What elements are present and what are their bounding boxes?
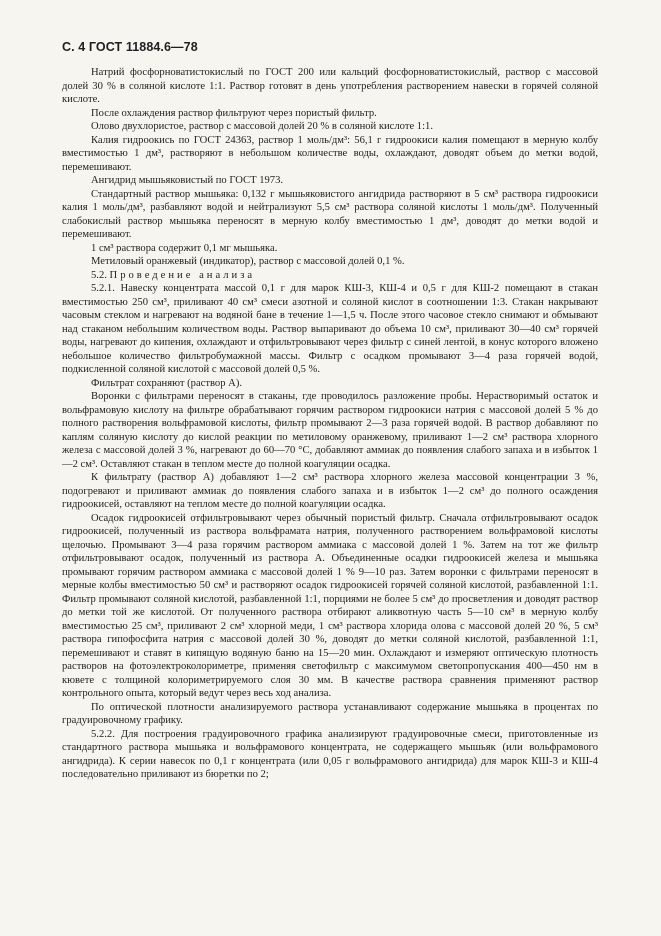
paragraph-tin-chloride: Олово двухлористое, раствор с массовой долей 20 % в соляной кислоте 1:1.	[91, 121, 433, 132]
document-body	[62, 66, 598, 782]
paragraph-funnels: Воронки с фильтрами переносят в стаканы, где проводилось разложение пробы. Нерастворимый остаток и вольфрамовую кислоту на фильтре обрабатывают горячим раствором гидроокиси натрия с массовой долей 5 % до полного растворения вольфрамовой кислоты, фильтр промывают 2—3 раза горячей водой. В раствор добавляют по каплям соляную кислоту до кислой реакции по метиловому оранжевому, приливают 1—2 см³ раствора хлорного железа с массовой долей 3 %, нагревают до 60—70 °С, добавляют аммиак до появления слабого запаха и в избыток 1—2 см³. Оставляют стакан в теплом месте до полной коагуляции осадка.	[62, 391, 598, 470]
paragraph-arsenic-content: 1 см³ раствора содержит 0,1 мг мышьяка.	[91, 242, 278, 254]
paragraph-5-2-2: 5.2.2. Для построения градуировочного графика анализируют градуировочные смеси, приготовленные из стандартного раствора мышьяка и вольфрамового концентрата, не содержащего мышьяк (или вольфрамового ангидрида). К серии навесок по 0,1 г концентрата (или 0,05 г вольфрамового ангидрида) для марок КШ-3 и КШ-4 последовательно приливают из бюретки по 2;	[62, 728, 598, 780]
paragraph-filtrate-saved: Фильтрат сохраняют (раствор А).	[91, 377, 242, 389]
paragraph-filtrate-a: К фильтрату (раствор А) добавляют 1—2 см³ раствора хлорного железа массовой концентрации 3 %, подогревают и приливают аммиак до появления слабого запаха и в избыток 1—2 см³ до полного осаждения гидроокисей, оставляют на теплом месте до полной коагуляции осадка.	[62, 472, 598, 510]
paragraph-arsenic-anhydride: Ангидрид мышьяковистый по ГОСТ 1973.	[91, 175, 284, 186]
paragraph-sodium-hypophosphite: Натрий фосфорноватистокислый по ГОСТ 200 или кальций фосфорноватистокислый, раствор с массовой долей 30 % в соляной кислоте 1:1. Раствор готовят в день употребления растворением навески в горячей соляной кислоте.	[62, 67, 598, 105]
paragraph-potassium-hydroxide: Калия гидроокись по ГОСТ 24363, раствор 1 моль/дм³: 56,1 г гидроокиси калия помещают в мерную колбу вместимостью 1 дм³, растворяют в небольшом количестве воды, охлаждают, доводят объем до метки водой, перемешивают.	[62, 134, 598, 173]
page-header: С. 4 ГОСТ 11884.6—78	[62, 40, 198, 54]
paragraph-precipitate: Осадок гидроокисей отфильтровывают через обычный пористый фильтр. Сначала отфильтровывают осадок гидроокисей, полученный из раствора вольфрамата натрия, полученного растворением вольфрамовой кислоты щелочью. Промывают 3—4 раза горячим раствором аммиака с массовой долей 1 %. Затем на тот же фильтр отфильтровывают осадок, полученный из раствора А. Объединенные осадки гидроокисей железа и мышьяка промывают горячим раствором аммиака с массовой долей 1 % 9—10 раз. Затем воронки с фильтрами переносят в мерные колбы вместимостью 50 см³ и растворяют осадок гидроокисей горячей соляной кислотой, разбавленной 1:1. Фильтр промывают соляной кислотой, разбавленной 1:1, порциями не более 5 см³ до просветления и доводят раствор до метки той же кислотой. От полученного раствора отбирают аликвотную часть 5—10 см³ в мерную колбу вместимостью 25 см³, приливают 2 см³ хлорной меди, 1 см³ раствора хлорида олова с массовой долей 20 %, 5 см³ раствора гипофосфита натрия с массовой долей 30 %, доводят до метки соляной кислотой, разбавленной 1:1, перемешивают и ставят в кипящую водяную баню на 15—20 мин. Охлаждают и измеряют оптическую плотность растворов на фотоэлектроколориметре, применяя светофильтр с максимумом светопропускания 400—450 нм в кювете с толщиной колориметрируемого слоя 30 мм. В качестве раствора сравнения применяют раствор контрольного опыта, который ведут через весь ход анализа.	[62, 512, 598, 699]
paragraph-standard-solution: Стандартный раствор мышьяка: 0,132 г мышьяковистого ангидрида растворяют в 5 см³ раствора гидроокиси калия 1 моль/дм³, разбавляют водой и нейтрализуют 5,5 см³ раствора соляной кислоты 1 моль/дм³. Полученный слабокислый раствор мышьяка переносят в мерную колбу вместимостью 1 дм³, доводят до метки водой и перемешивают.	[62, 188, 598, 240]
paragraph-5-2-1: 5.2.1. Навеску концентрата массой 0,1 г для марок КШ-3, КШ-4 и 0,5 г для КШ-2 помещают в стакан вместимостью 250 см³, приливают 40 см³ смеси азотной и соляной кислот в соотношении 1:3. Стакан накрывают часовым стеклом и нагревают на водяной бане в течение 1—1,5 ч. После этого часовое стекло снимают и обмывают над стаканом небольшим количеством воды. Раствор выпаривают до объема 10 см³, приливают 30—40 см³ горячей воды, нагревают до кипения, охлаждают и отфильтровывают через фильтр с синей лентой, в конус которого вложено небольшое количество фильтробумажной массы. Фильтр с осадком промывают 3—4 раза горячей водой, подкисленной соляной кислотой с массовой долей 0,5 %.	[62, 283, 598, 375]
paragraph-methyl-orange: Метиловый оранжевый (индикатор), раствор с массовой долей 0,1 %.	[91, 256, 405, 267]
paragraph-optical-density: По оптической плотности анализируемого раствора устанавливают содержание мышьяка в процентах по градуировочному графику.	[62, 701, 598, 726]
section-heading-analysis: 5.2. Проведение анализа	[91, 269, 256, 281]
paragraph-filtering: После охлаждения раствор фильтруют через пористый фильтр.	[91, 107, 377, 119]
